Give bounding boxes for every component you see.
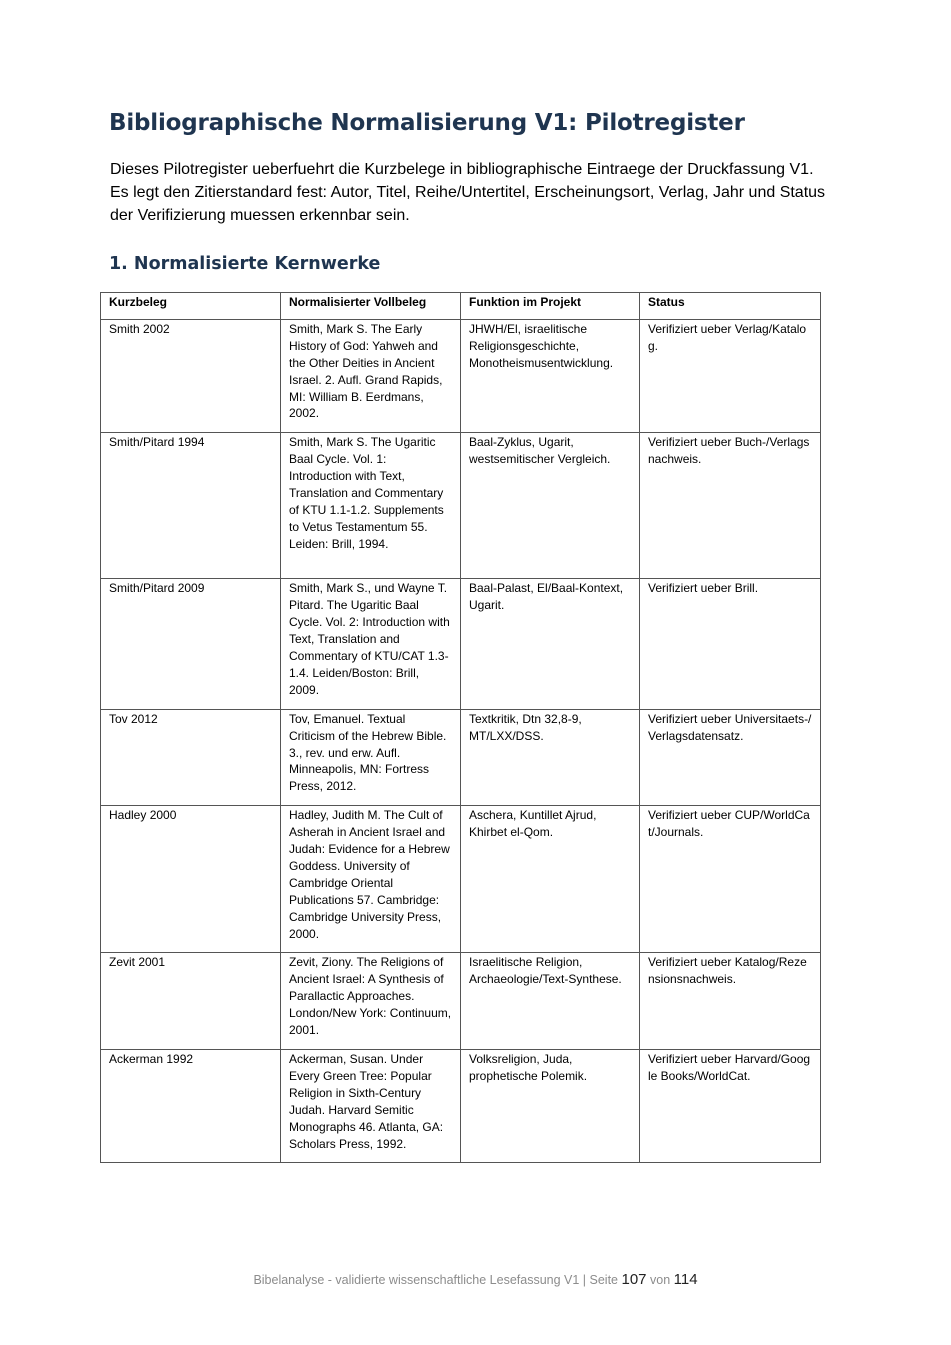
footer-text: Bibelanalyse - validierte wissenschaftliche Lesefassung V1 | Seite [253, 1273, 618, 1287]
intro-paragraph: Dieses Pilotregister ueberfuehrt die Kurzbelege in bibliographische Eintraege der Druckfassung V1. Es legt den Zitierstandard fest: Autor, Titel, Reihe/Untertitel, Erscheinungsort, Verlag, Jahr und Status der Verifizierung muessen erkennbar sein. [110, 161, 826, 224]
cell-status: Verifiziert ueber Katalog/Rezensionsnachweis. [640, 953, 821, 1050]
page-footer [0, 1271, 951, 1288]
total-pages-number: 114 [673, 1271, 698, 1288]
cell-kurzbeleg: Hadley 2000 [101, 806, 281, 953]
column-header-funktion: Funktion im Projekt [461, 293, 640, 320]
cell-status: Verifiziert ueber Buch-/Verlagsnachweis. [640, 433, 821, 579]
cell-funktion: Baal-Palast, El/Baal-Kontext, Ugarit. [461, 579, 640, 709]
table-row [101, 709, 821, 806]
page-title: Bibliographische Normalisierung V1: Pilotregister [109, 110, 745, 136]
cell-funktion: Israelitische Religion, Archaeologie/Text-Synthese. [461, 953, 640, 1050]
table-row [101, 319, 821, 432]
column-header-status: Status [640, 293, 821, 320]
table-row [101, 579, 821, 709]
cell-vollbeleg: Smith, Mark S. The Early History of God: Yahweh and the Other Deities in Ancient Israel. 2. Aufl. Grand Rapids, MI: William B. Eerdmans, 2002. [281, 319, 461, 432]
cell-status: Verifiziert ueber Verlag/Katalog. [640, 319, 821, 432]
table-row [101, 1050, 821, 1163]
table-row [101, 806, 821, 953]
cell-kurzbeleg: Ackerman 1992 [101, 1050, 281, 1163]
current-page-number: 107 [621, 1271, 647, 1288]
bibliography-table [100, 292, 821, 1163]
column-header-kurzbeleg: Kurzbeleg [101, 293, 281, 320]
cell-funktion: Aschera, Kuntillet Ajrud, Khirbet el-Qom. [461, 806, 640, 953]
cell-vollbeleg: Ackerman, Susan. Under Every Green Tree: Popular Religion in Sixth-Century Judah. Harvard Semitic Monographs 46. Atlanta, GA: Scholars Press, 1992. [281, 1050, 461, 1163]
column-header-vollbeleg: Normalisierter Vollbeleg [281, 293, 461, 320]
section-heading: 1. Normalisierte Kernwerke [109, 254, 381, 274]
cell-vollbeleg: Smith, Mark S., und Wayne T. Pitard. The Ugaritic Baal Cycle. Vol. 2: Introduction with Text, Translation and Commentary of KTU/CAT 1.3-1.4. Leiden/Boston: Brill, 2009. [281, 579, 461, 709]
cell-funktion: Baal-Zyklus, Ugarit, westsemitischer Vergleich. [461, 433, 640, 579]
cell-kurzbeleg: Tov 2012 [101, 709, 281, 806]
cell-funktion: JHWH/El, israelitische Religionsgeschichte, Monotheismusentwicklung. [461, 319, 640, 432]
cell-vollbeleg: Zevit, Ziony. The Religions of Ancient Israel: A Synthesis of Parallactic Approaches. London/New York: Continuum, 2001. [281, 953, 461, 1050]
cell-status: Verifiziert ueber Universitaets-/Verlagsdatensatz. [640, 709, 821, 806]
cell-status: Verifiziert ueber CUP/WorldCat/Journals. [640, 806, 821, 953]
table-row [101, 433, 821, 579]
cell-status: Verifiziert ueber Harvard/Google Books/WorldCat. [640, 1050, 821, 1163]
table-header-row [101, 293, 821, 320]
cell-vollbeleg: Hadley, Judith M. The Cult of Asherah in Ancient Israel and Judah: Evidence for a Hebrew Goddess. University of Cambridge Oriental Publications 57. Cambridge: Cambridge University Press, 2000. [281, 806, 461, 953]
table-row [101, 953, 821, 1050]
cell-status: Verifiziert ueber Brill. [640, 579, 821, 709]
cell-vollbeleg: Tov, Emanuel. Textual Criticism of the Hebrew Bible. 3., rev. und erw. Aufl. Minneapolis, MN: Fortress Press, 2012. [281, 709, 461, 806]
cell-kurzbeleg: Smith/Pitard 2009 [101, 579, 281, 709]
cell-funktion: Volksreligion, Juda, prophetische Polemik. [461, 1050, 640, 1163]
footer-of-label: von [650, 1273, 671, 1287]
cell-vollbeleg: Smith, Mark S. The Ugaritic Baal Cycle. Vol. 1: Introduction with Text, Translation and Commentary of KTU 1.1-1.2. Supplements to Vetus Testamentum 55. Leiden: Brill, 1994. [281, 433, 461, 579]
cell-funktion: Textkritik, Dtn 32,8-9, MT/LXX/DSS. [461, 709, 640, 806]
cell-kurzbeleg: Zevit 2001 [101, 953, 281, 1050]
cell-kurzbeleg: Smith 2002 [101, 319, 281, 432]
cell-kurzbeleg: Smith/Pitard 1994 [101, 433, 281, 579]
